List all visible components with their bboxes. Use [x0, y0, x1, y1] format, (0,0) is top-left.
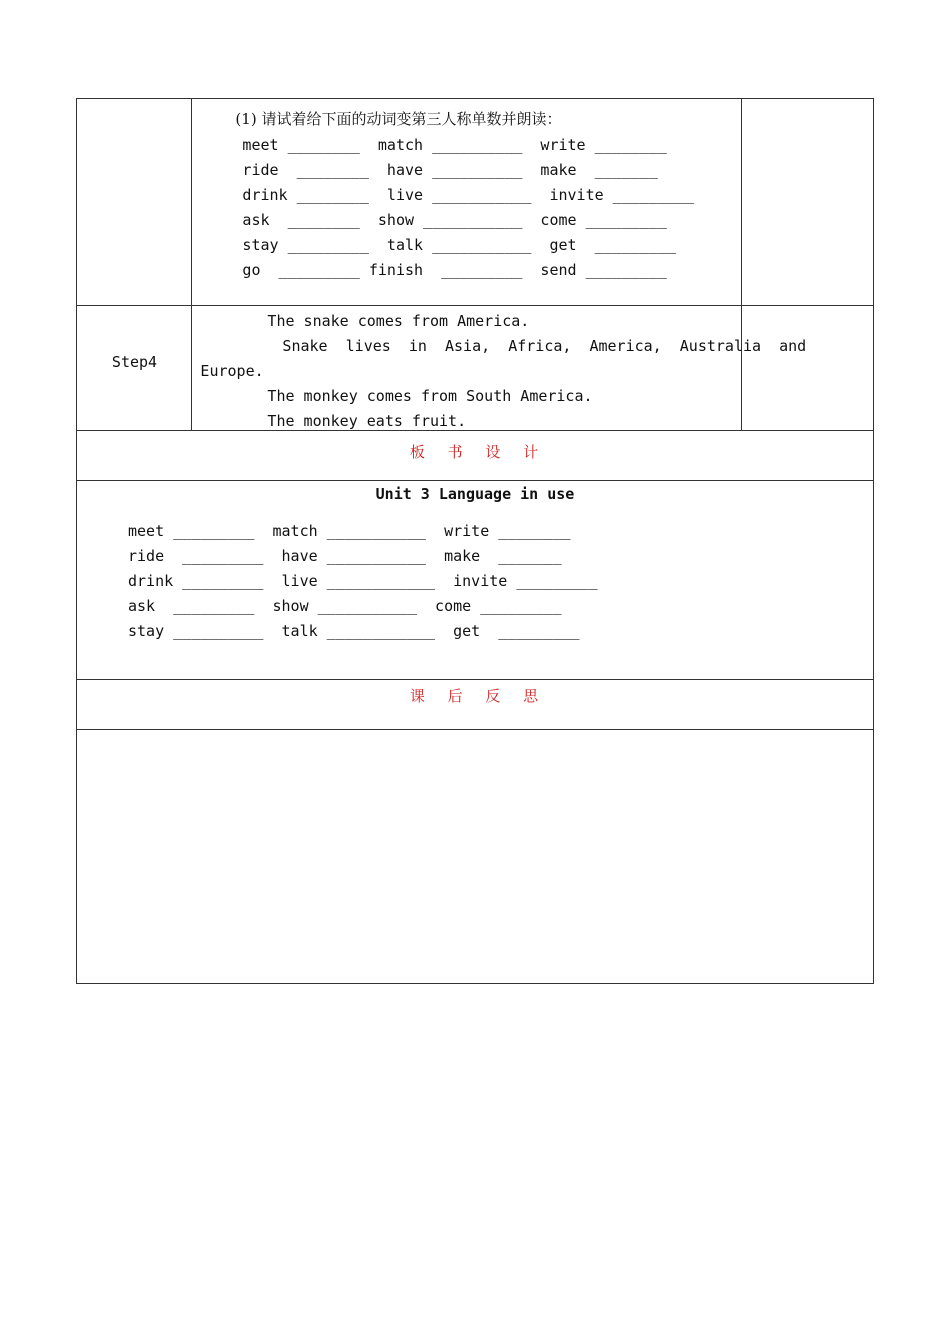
board-design-heading-cell [77, 431, 874, 481]
board-row-1: meet _________ match ___________ write ________ [128, 522, 571, 540]
reflection-content-row [77, 730, 874, 984]
exercise-content-cell [192, 99, 742, 306]
board-row-3: drink _________ live ____________ invite _________ [128, 572, 598, 590]
step4-label: Step4 [111, 353, 158, 371]
step4-line-1: The snake comes from America. [267, 312, 530, 330]
step4-line-2: Snake lives in Asia, Africa, America, Australia and [282, 337, 807, 355]
exercise-row-5: stay _________ talk ___________ get _________ [242, 236, 676, 254]
exercise-instruction: (1) 请试着给下面的动词变第三人称单数并朗读： [235, 110, 562, 128]
step4-label-cell [77, 306, 192, 431]
lesson-plan-table [76, 98, 874, 984]
exercise-row-3: drink ________ live ___________ invite _________ [242, 186, 694, 204]
exercise-row [77, 99, 874, 306]
board-design-content-row [77, 481, 874, 680]
unit-title: Unit 3 Language in use [375, 485, 575, 503]
board-row-5: stay __________ talk ____________ get _________ [128, 622, 580, 640]
reflection-heading-row [77, 680, 874, 730]
step4-row [77, 306, 874, 431]
exercise-step-cell [77, 99, 192, 306]
exercise-row-2: ride ________ have __________ make _______ [242, 161, 658, 179]
step4-line-3: Europe. [200, 362, 264, 380]
step4-line-4: The monkey comes from South America. [267, 387, 593, 405]
board-row-4: ask _________ show ___________ come _________ [128, 597, 562, 615]
board-row-2: ride _________ have ___________ make _______ [128, 547, 562, 565]
reflection-heading: 课 后 反 思 [409, 687, 541, 705]
step4-content-cell [192, 306, 807, 431]
board-design-content-cell [77, 481, 874, 680]
exercise-row-1: meet ________ match __________ write ________ [242, 136, 667, 154]
reflection-content-cell [77, 730, 874, 984]
exercise-row-6: go _________ finish _________ send _________ [242, 261, 667, 279]
exercise-row-4: ask ________ show ___________ come _________ [242, 211, 667, 229]
step4-notes-cell [742, 306, 874, 431]
reflection-heading-cell [77, 680, 874, 730]
step4-line-5: The monkey eats fruit. [267, 412, 467, 430]
exercise-notes-cell [742, 99, 874, 306]
board-design-heading-row [77, 431, 874, 481]
board-design-heading: 板 书 设 计 [409, 443, 541, 461]
